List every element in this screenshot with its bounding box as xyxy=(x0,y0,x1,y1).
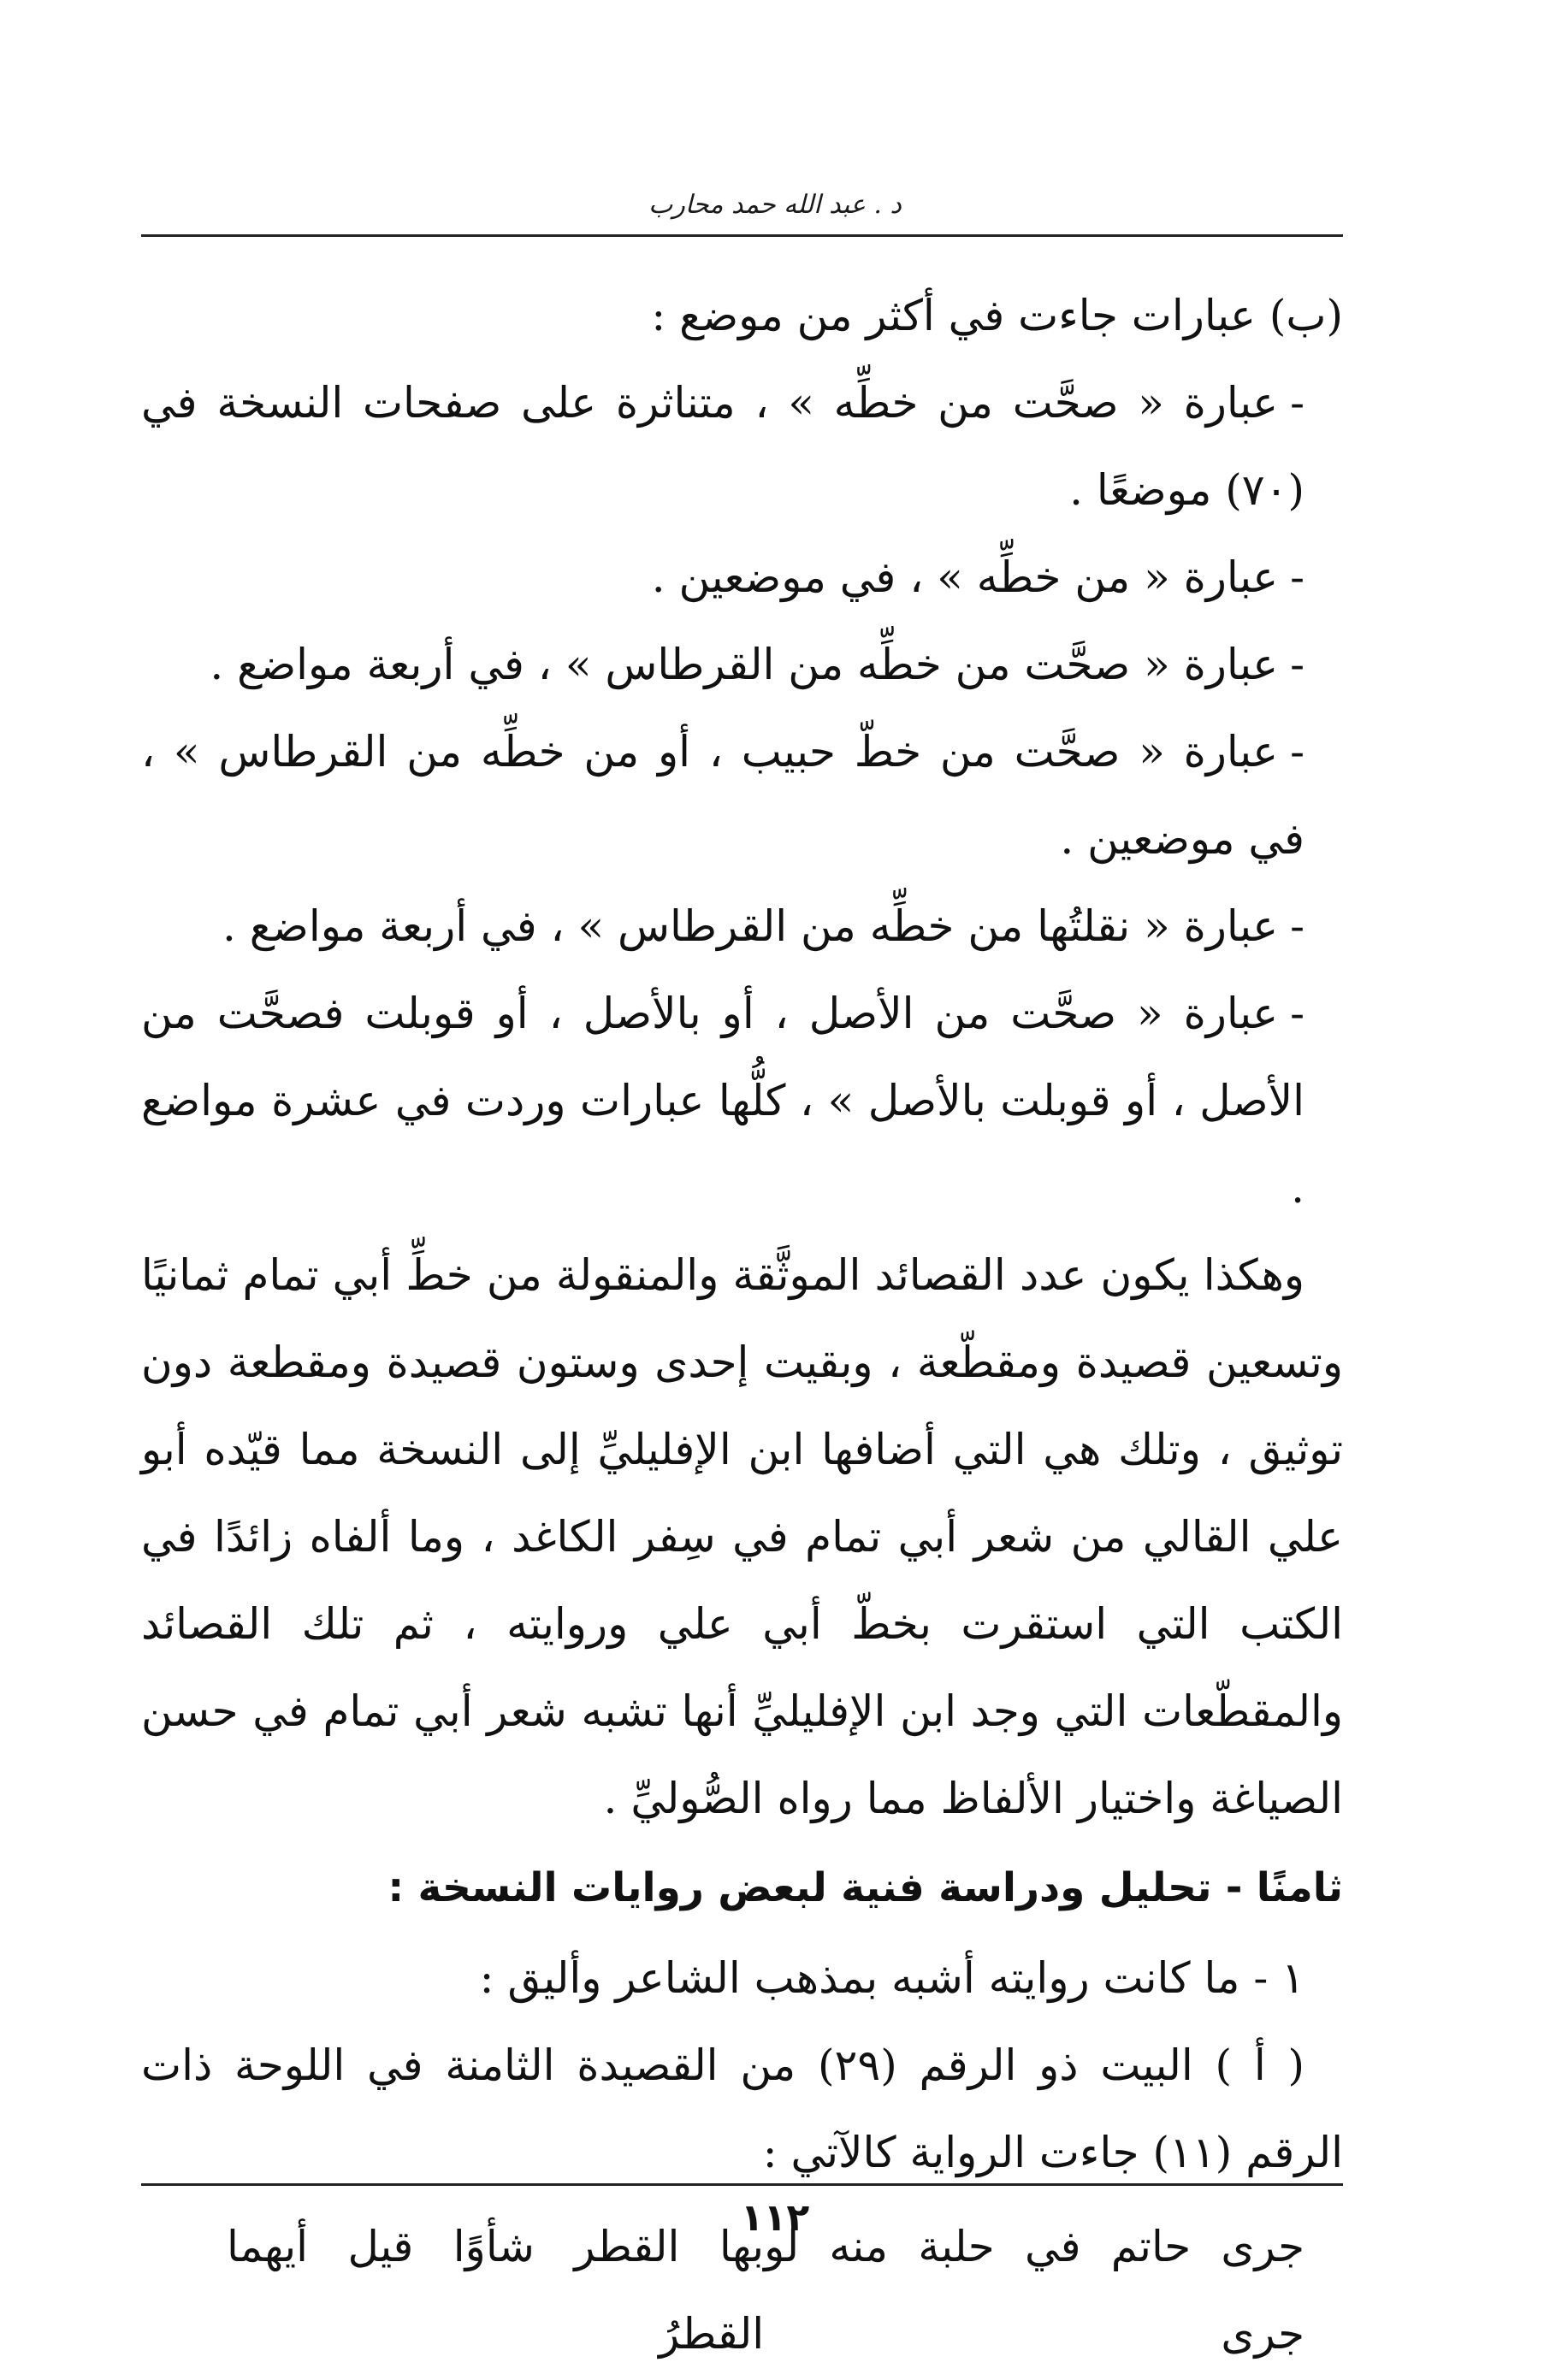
running-head: د . عبد الله حمد محارب xyxy=(648,190,902,220)
list-item-text: عبارة « صحَّت من خطّ حبيب ، أو من خطِّه من القرطاس » ، في موضعين . xyxy=(141,727,1304,864)
list-item-text: عبارة « نقلتُها من خطِّه من القرطاس » ، في أربعة مواضع . xyxy=(222,901,1279,951)
list-item xyxy=(141,534,1343,621)
list-item-text: عبارة « صحَّت من خطِّه » ، متناثرة على صفحات النسخة في (٧٠) موضعًا . xyxy=(141,378,1304,515)
section-eight-heading: ثامنًا - تحليل ودراسة فنية لبعض روايات النسخة : xyxy=(388,1864,1343,1911)
summary-paragraph: وهكذا يكون عدد القصائد الموثَّقة والمنقولة من خطِّ أبي تمام ثمانيًا وتسعين قصيدة ومقطّعة ، وبقيت إحدى وستون قصيدة ومقطعة دون توثيق ، وتلك هي التي أضافها ابن الإفليليِّ إلى النسخة مما قيّده أبو علي القالي من شعر أبي تمام في سِفر الكاغد ، وما ألفاه زائدًا في الكتب التي استقرت بخطّ أبي علي وروايته ، ثم تلك القصائد والمقطّعات التي وجد ابن الإفليليِّ أنها تشبه شعر أبي تمام في حسن الصياغة واختيار الألفاظ مما رواه الصُّوليِّ . xyxy=(141,1250,1343,1823)
main-text xyxy=(141,272,1343,2377)
list-item xyxy=(141,359,1343,534)
verse-second-hemistich: بها القطر شأوًا قيل أيهما القطرُ xyxy=(227,2222,765,2359)
list-item-text: عبارة « صحَّت من الأصل ، أو بالأصل ، أو قوبلت فصحَّت من الأصل ، أو قوبلت بالأصل » ، كلُّها عبارات وردت في عشرة مواضع . xyxy=(141,989,1304,1213)
footer-rule xyxy=(141,2183,1343,2186)
list-bullet: - xyxy=(1290,552,1304,602)
list-item xyxy=(141,708,1343,883)
list-bullet: - xyxy=(1290,378,1304,428)
header-rule xyxy=(141,234,1343,237)
verse-first-hemistich: جرى حاتم في حلبة منه لو جرى xyxy=(764,2222,1304,2359)
list-item xyxy=(141,621,1343,708)
numbered-item: ١ - ما كانت روايته أشبه بمذهب الشاعر وأليق : xyxy=(479,1953,1304,2003)
sub-item-paragraph: ( أ ) البيت ذو الرقم (٢٩) من القصيدة الثامنة في اللوحة ذات الرقم (١١) جاءت الرواية كالآتي : xyxy=(141,2040,1343,2177)
section-b-heading: (ب) عبارات جاءت في أكثر من موضع : xyxy=(651,291,1343,340)
list-item xyxy=(141,883,1343,970)
list-bullet: - xyxy=(1290,989,1304,1038)
list-item-text: عبارة « صحَّت من خطِّه من القرطاس » ، في أربعة مواضع . xyxy=(210,640,1279,689)
list-item-text: عبارة « من خطِّه » ، في موضعين . xyxy=(651,552,1279,602)
list-bullet: - xyxy=(1290,727,1304,777)
list-bullet: - xyxy=(1290,901,1304,951)
page-number: ١١٢ xyxy=(740,2196,810,2240)
list-item xyxy=(141,970,1343,1231)
list-bullet: - xyxy=(1290,640,1304,689)
